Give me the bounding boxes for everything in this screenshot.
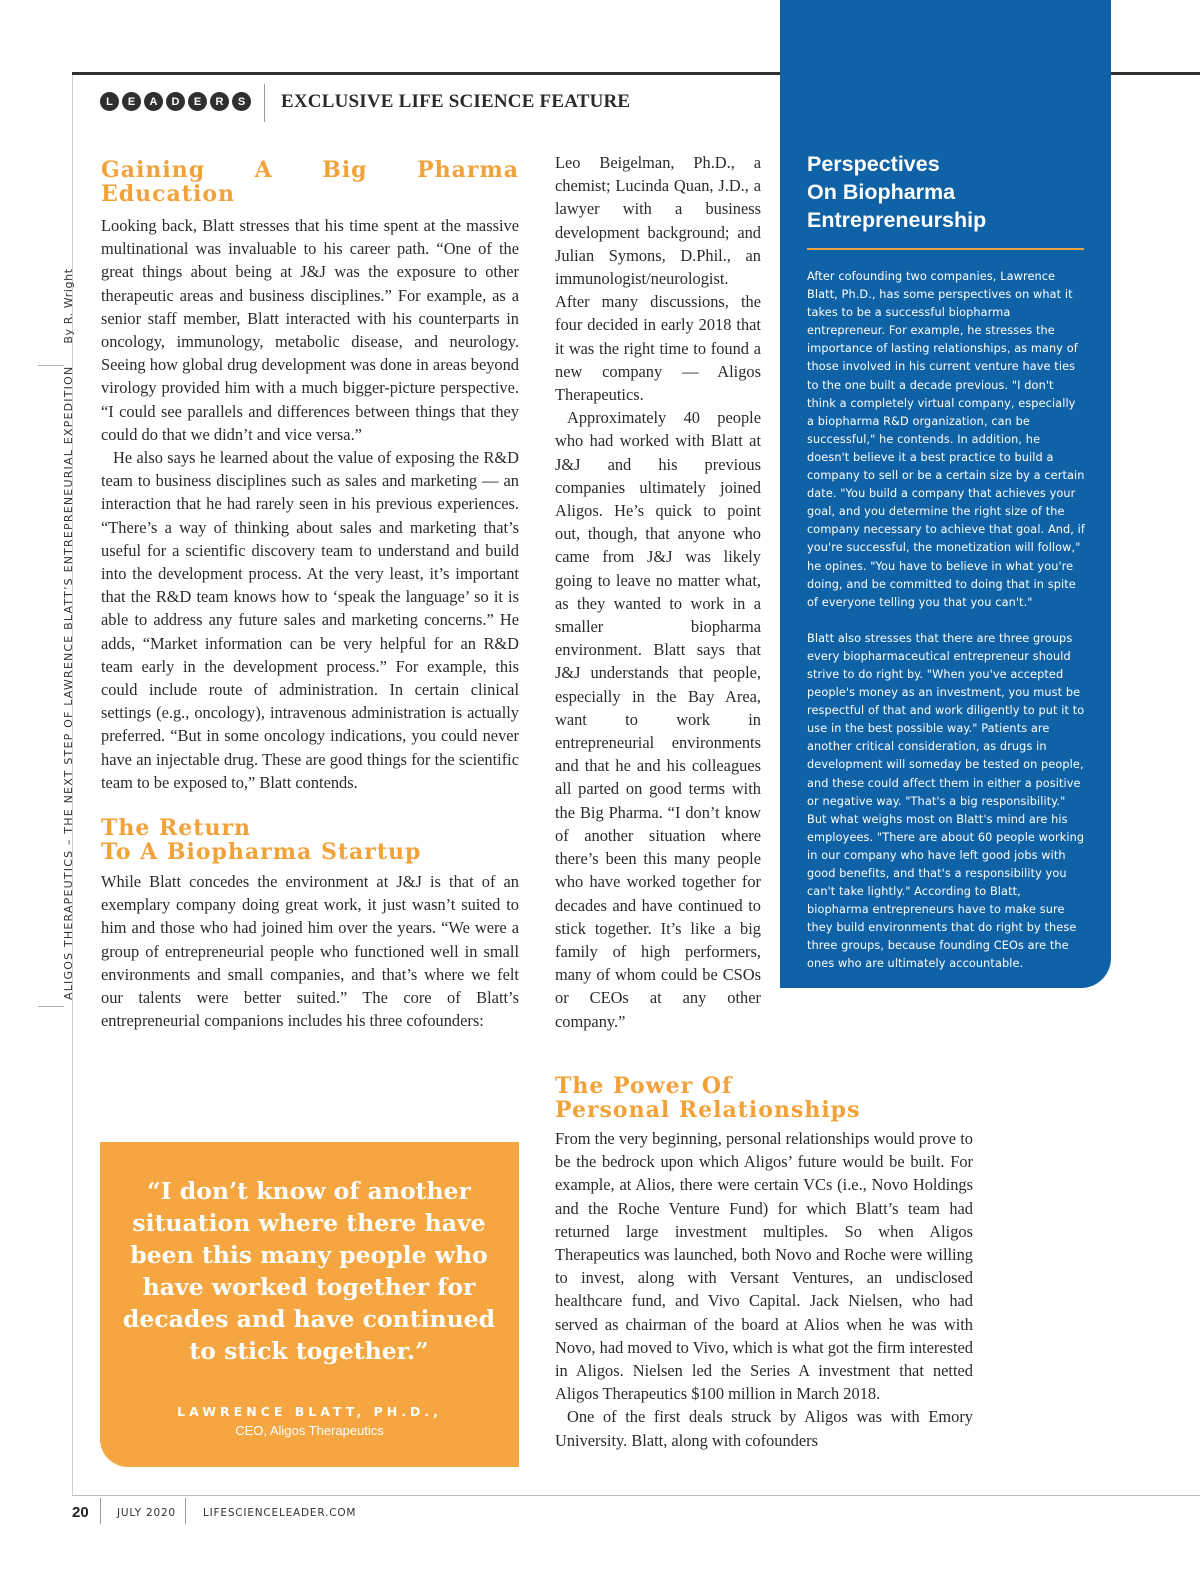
paragraph: While Blatt concedes the environment at J&J is that of an exemplary company doing great work, it just wasn’t suited to him and those who had joined him over the years. “We were a group of entrepreneurial people who functioned well in small environments and small companies, and that’s where we felt our talents were better suited.” The core of Blatt’s entrepreneurial companions includes his three cofounders:	[101, 872, 519, 1031]
sidebar-body	[807, 268, 1085, 992]
byline: By R. Wright	[62, 268, 75, 344]
footer-rule	[72, 1495, 1200, 1496]
running-title-text: ALIGOS THERAPEUTICS – THE NEXT STEP OF LAWRENCE BLATT’S ENTREPRENEURIAL EXPEDITION	[62, 365, 75, 1000]
article-column-3	[555, 1127, 973, 1452]
footer-divider	[100, 1498, 101, 1524]
paragraph: Leo Beigelman, Ph.D., a chemist; Lucinda Quan, J.D., a lawyer with a business development background; and Julian Symons, D.Phil., an immunologist/neurologist. After many discussions, the four decided in early 2018 that it was the right time to found a new company — Aligos Therapeutics.	[555, 153, 761, 405]
article-column-1	[101, 157, 519, 1033]
logo-letter: R	[210, 92, 229, 111]
heading-return-line2: To A Biopharma Startup	[101, 839, 422, 866]
sidebar-rule	[807, 248, 1084, 250]
section-title: EXCLUSIVE LIFE SCIENCE FEATURE	[281, 91, 631, 112]
article-column-2	[555, 151, 761, 1033]
sidebar-title-line: On Biopharma	[807, 180, 956, 204]
leaders-logo	[100, 92, 251, 111]
side-rule-top	[38, 365, 64, 366]
sidebar-paragraph: After cofounding two companies, Lawrence Blatt, Ph.D., has some perspectives on what it takes to be a successful biopharma entrepreneur. For example, he stresses the importance of lasting relationships, as many of those involved in his current venture have ties to the one built a decade previous. "I don't think a completely virtual company, especially a biopharma R&D organization, can be successful," he contends. In addition, he doesn't believe it a best practice to build a company to sell or be a certain size by a certain date. "You build a company that achieves your goal, and you determine the right size of the company necessary to achieve that goal. And, if you're successful, the monetization will follow," he opines. "You have to believe in what you're doing, and be committed to doing that in spite of everyone telling you that you can't."	[807, 270, 1085, 609]
logo-letter: A	[144, 92, 163, 111]
paragraph: One of the first deals struck by Aligos was with Emory University. Blatt, along with cofounders	[555, 1407, 973, 1450]
pull-quote-role: CEO, Aligos Therapeutics	[235, 1423, 384, 1438]
sidebar-paragraph: Blatt also stresses that there are three groups every biopharmaceutical entrepreneur should strive to do right by. "When you've accepted people's money as an investment, you must be respectful of that and work diligently to put it to use in the best possible way." Patients are another critical consideration, as drugs in development will someday be tested on people, and these could affect them in either a positive or negative way. "That's a big responsibility." But what weighs most on Blatt's mind are his employees. "There are about 60 people working in our company who have left good jobs with good benefits, and that's a responsibility you can't take lightly." According to Blatt, biopharma entrepreneurs have to make sure they build environments that do right by these three groups, because founding CEOs are the ones who are ultimately accountable.	[807, 631, 1085, 971]
header-divider	[264, 84, 265, 122]
side-rule-bottom	[38, 1006, 64, 1007]
paragraph: From the very beginning, personal relationships would prove to be the bedrock upon which Aligos’ future would be built. For example, at Alios, there were certain VCs (i.e., Novo Holdings and the Roche Venture Fund) for which Blatt’s team had returned large investment multiples. So when Aligos Therapeutics was launched, both Novo and Roche were willing to invest, along with Versant Ventures, an undisclosed healthcare fund, and Vivo Capital. Jack Nielsen, who had served as chairman of the board at Alios when he was with Novo, had moved to Vivo, which is what got the firm interested in Aligos. Nielsen led the Series A investment that netted Aligos Therapeutics $100 million in March 2018.	[555, 1129, 973, 1404]
logo-letter: E	[122, 92, 141, 111]
issue-date: JULY 2020	[117, 1507, 176, 1519]
sidebar-title-line: Entrepreneurship	[807, 208, 987, 232]
page-number: 20	[72, 1504, 89, 1521]
logo-letter: E	[188, 92, 207, 111]
footer-divider	[185, 1498, 186, 1524]
paragraph: Approximately 40 people who had worked with Blatt at J&J and his previous companies ultimately joined Aligos. He’s quick to point out, though, that anyone who came from J&J was likely going to leave no matter what, as they wanted to work in a smaller biopharma environment. Blatt says that J&J understands that people, especially in the Bay Area, want to work in entrepreneurial environments and that he and his colleagues all parted on good terms with the Big Pharma. “I don’t know of another situation where there’s been this many people who have worked together for decades and have continued to stick together. It’s like a big family of high performers, many of whom could be CSOs or CEOs at any other company.”	[555, 408, 761, 1031]
sidebar-title	[807, 150, 1087, 234]
heading-power-line1: The Power Of	[555, 1073, 733, 1099]
running-title	[62, 268, 75, 1000]
paragraph: He also says he learned about the value of exposing the R&D team to business disciplines such as sales and marketing — an interaction that he had rarely seen in his previous experiences. “There’s a way of thinking about sales and marketing that’s useful for a scientific discovery team to understand and build into the development process. At the very least, it’s important that the R&D team knows how to ‘speak the language’ so it is able to address any future sales and marketing concerns.” He adds, “Market information can be very helpful for an R&D team early in the development process.” For example, this could include route of administration. In certain clinical settings (e.g., oncology), intravenous administration is actually preferred. “But in some oncology indications, you could never have an injectable drug. These are good things for the scientific team to be exposed to,” Blatt contends.	[101, 448, 519, 792]
website-link[interactable]: LIFESCIENCELEADER.COM	[203, 1507, 357, 1519]
logo-letter: L	[100, 92, 119, 111]
pull-quote-text: “I don’t know of another situation where there have been this many people who have worked together for decades and have continued to stick together.”	[122, 1177, 496, 1365]
paragraph: Looking back, Blatt stresses that his time spent at the massive multinational was invaluable to his career path. “One of the great things about being at J&J was the exposure to other therapeutic areas and business disciplines.” For example, as a senior staff member, Blatt interacted with his counterparts in oncology, immunology, metabolic disease, and neurology. Seeing how global drug development was done in areas beyond virology provided him with a much bigger-picture perspective. “I could see parallels and differences between things that they could do that we didn’t and vice versa.”	[101, 216, 519, 444]
pull-quote-attribution: LAWRENCE BLATT, PH.D.,	[177, 1404, 442, 1419]
sidebar-title-line: Perspectives	[807, 152, 940, 176]
heading-power-line2: Personal Relationships	[555, 1097, 861, 1123]
heading-return-line1: The Return	[101, 815, 252, 842]
logo-letter: D	[166, 92, 185, 111]
heading-big-pharma: Gaining A Big Pharma Education	[101, 157, 519, 207]
logo-letter: S	[232, 92, 251, 111]
